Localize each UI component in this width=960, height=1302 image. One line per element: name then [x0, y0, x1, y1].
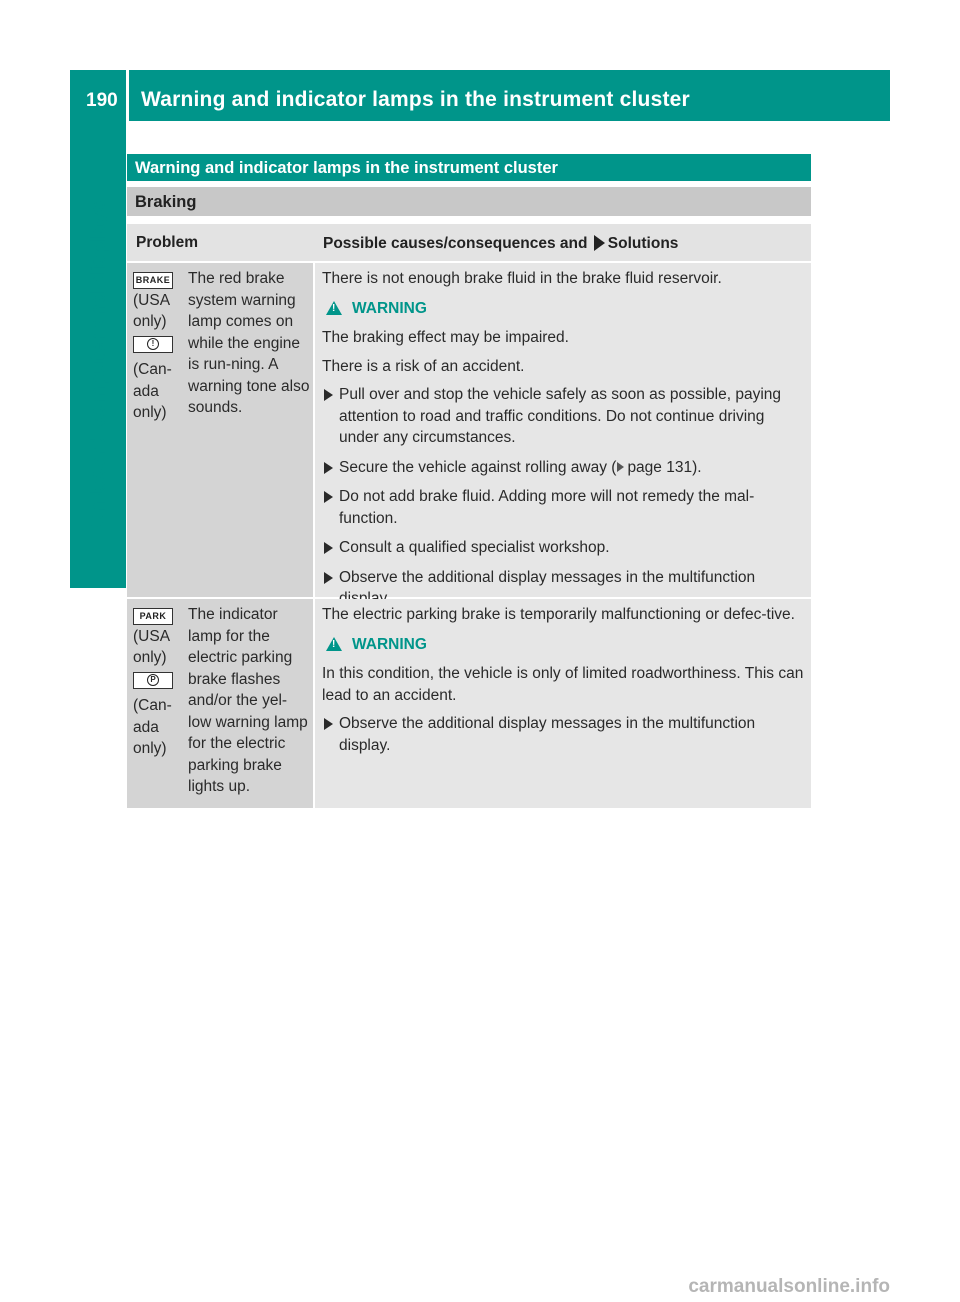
step-arrow-icon: [324, 572, 333, 584]
column-header-problem: Problem: [136, 234, 199, 251]
warning-label: WARNING: [352, 635, 427, 653]
table-header: [127, 224, 811, 261]
table-row: [127, 599, 811, 808]
lamp-column: [133, 268, 181, 424]
page-number: 190: [86, 90, 118, 111]
parking-circle-icon: P: [133, 672, 173, 689]
step-text: Consult a qualified specialist workshop.: [339, 539, 610, 556]
column-header-solutions-label: Solutions: [607, 235, 679, 252]
warning-text: There is a risk of an accident.: [322, 357, 525, 375]
warning-triangle-icon: [326, 301, 342, 315]
solution-step: [322, 713, 805, 756]
solution-arrow-icon: [594, 235, 605, 251]
park-lamp-icon: PARK: [133, 608, 173, 625]
problem-cell: [127, 263, 313, 597]
warning-heading: [322, 634, 805, 656]
warning-text: In this condition, the vehicle is only of limited roadworthiness. This can lead to an accident.: [322, 665, 804, 704]
region-label: only): [133, 740, 167, 757]
step-text: Observe the additional display messages in the multifunction: [339, 568, 756, 586]
region-label: ada: [133, 382, 159, 400]
step-text-end: ).: [692, 458, 702, 476]
chapter-side-label: On-board computer and displays: [87, 200, 110, 530]
column-header-causes-label: Possible causes/consequences and: [323, 235, 588, 252]
step-text: Secure the vehicle against rolling away (: [339, 458, 617, 476]
lamp-column: [133, 604, 181, 760]
solution-step: [322, 486, 805, 529]
region-label: only): [133, 404, 167, 421]
step-text: Observe the additional display messages in the multifunction display.: [339, 715, 756, 754]
column-header-causes: [323, 235, 678, 253]
warning-label: WARNING: [352, 299, 427, 317]
brake-circle-icon: !: [133, 336, 173, 353]
region-label: only): [133, 313, 167, 330]
step-arrow-icon: [324, 718, 333, 730]
region-label: only): [133, 649, 167, 666]
problem-cell: [127, 599, 313, 808]
section-title: Warning and indicator lamps in the instrument cluster: [127, 154, 811, 181]
header-separator: [126, 70, 129, 121]
section-subtitle: Braking: [127, 187, 811, 216]
page-reference-link[interactable]: page 131: [627, 458, 693, 476]
region-label: (Can-: [133, 361, 172, 378]
region-label: (USA: [133, 291, 171, 309]
warning-triangle-icon: [326, 637, 342, 651]
problem-description: The indicator lamp for the electric parking brake flashes and/or the yel-low warning lamp for the electric parking brake lights up.: [188, 606, 308, 795]
cause-text: There is not enough brake fluid in the brake fluid reservoir.: [322, 270, 722, 287]
region-label: ada: [133, 718, 159, 736]
solutions-cell: [315, 263, 811, 597]
warning-heading: [322, 298, 805, 320]
header-title: Warning and indicator lamps in the instrument cluster: [141, 88, 690, 111]
page-header-bar: [70, 70, 890, 121]
brake-lamp-icon: BRAKE: [133, 272, 173, 289]
step-arrow-icon: [324, 491, 333, 503]
step-text: Do not add brake fluid. Adding more will not remedy the mal-function.: [339, 488, 755, 527]
solution-step: [322, 537, 805, 559]
problem-description: The red brake system warning lamp comes on while the engine is run-ning. A warning tone also sounds.: [188, 270, 310, 416]
warning-text: The braking effect may be impaired.: [322, 329, 569, 346]
step-text: Pull over and stop the vehicle safely as soon as possible, paying attention to road and traffic conditions. Do not continue driving under any circumstances.: [339, 386, 782, 446]
solution-step: [322, 457, 805, 479]
cause-text: The electric parking brake is temporarily malfunctioning or defec-tive.: [322, 606, 795, 623]
step-arrow-icon: [324, 389, 333, 401]
solution-step: [322, 384, 805, 449]
table-row: [127, 263, 811, 597]
region-label: (Can-: [133, 697, 172, 714]
step-arrow-icon: [324, 542, 333, 554]
watermark-text: carmanualsonline.info: [688, 1276, 890, 1297]
page-reference-icon: [617, 462, 624, 472]
step-arrow-icon: [324, 462, 333, 474]
solutions-cell: [315, 599, 811, 808]
region-label: (USA: [133, 627, 171, 645]
